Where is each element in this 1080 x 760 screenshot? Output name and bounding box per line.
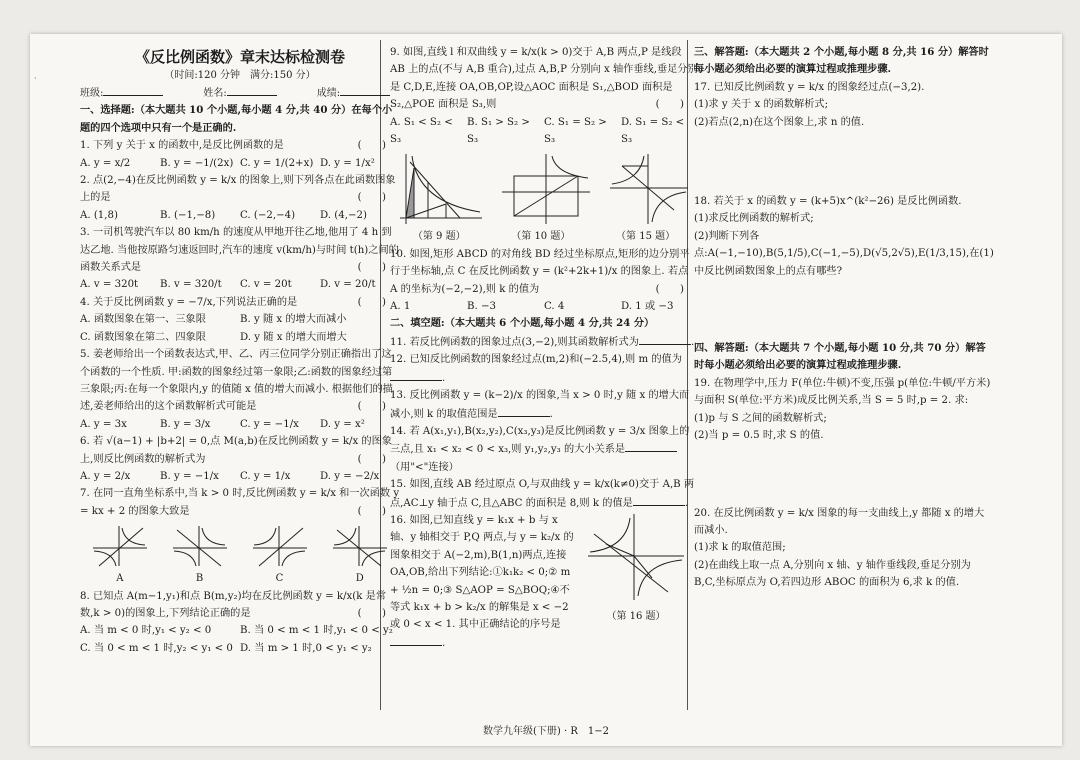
answer-blank[interactable] <box>390 369 442 381</box>
question-3: 3. 一司机驾驶汽车以 80 km/h 的速度从甲地开往乙地,他用了 4 h 到达乙地. 当他按原路匀速返回时,汽车的速度 v(km/h)与时间 t(h)之间的函数关系式是 ( ) <box>80 227 399 274</box>
graph-a <box>91 524 149 568</box>
question-17-part-2: (2)若点(2,n)在这个图象上,求 n 的值. <box>694 116 865 128</box>
question-17-part-1: (1)求 y 关于 x 的函数解析式; <box>694 99 829 111</box>
question-18-part-2: (2)判断下列各点:A(−1,−10),B(5,1/5),C(−1,−5),D(√5,2√5),E(1/3,15),在(1)中反比例函数图象上的点有哪些? <box>694 230 994 277</box>
question-10: 10. 如图,矩形 ABCD 的对角线 BD 经过坐标原点,矩形的边分别平行于坐标轴,点 C 在反比例函数 y = (k²+2k+1)/x 的图象上. 若点 A 的坐标为(−2,−2),则 k 的值为 ( ) <box>390 248 690 295</box>
question-7: 7. 在同一直角坐标系中,当 k > 0 时,反比例函数 y = k/x 和一次函数 y = kx + 2 的图象大致是 ( ) <box>80 488 400 517</box>
figures-9-10-15 <box>390 152 698 226</box>
question-20-part-2: (2)在曲线上取一点 A,分别向 x 轴、y 轴作垂线段,垂足分别为 B,C,坐标原点为 O,若四边形 ABOC 的面积为 6,求 k 的值. <box>694 559 971 589</box>
name-label: 姓名: <box>203 88 227 99</box>
figure-9 <box>398 152 484 226</box>
column-2 <box>390 44 698 652</box>
answer-blank[interactable] <box>633 494 685 506</box>
question-12: 12. 已知反比例函数的图象经过点(m,2)和(−2.5,4),则 m 的值为. <box>390 354 682 384</box>
question-13: 13. 反比例函数 y = (k−2)/x 的图象,当 x > 0 时,y 随 x 的增大而减小,则 k 的取值范围是 . <box>390 390 690 420</box>
question-2-options: A. (1,8) B. (−1,−8) C. (−2,−4) D. (4,−2) <box>80 209 367 221</box>
exam-title: 《反比例函数》章末达标检测卷 <box>134 48 345 66</box>
figure-15 <box>608 152 690 226</box>
page-footer: 数学九年级(下册) · R 1−2 <box>483 726 609 737</box>
question-18: 18. 若关于 x 的函数 y = (k+5)x^(k²−26) 是反比例函数. <box>694 196 962 208</box>
question-7-graphs <box>80 524 400 568</box>
question-14: 14. 若 A(x₁,y₁),B(x₂,y₂),C(x₃,y₃)是反比例函数 y = 3/x 图象上的三点,且 x₁ < x₂ < 0 < x₃,则 y₁,y₂,y₃ 的大小关系是（用"<"连接） <box>390 425 690 473</box>
question-6: 6. 若 √(a−1) + |b+2| = 0,点 M(a,b)在反比例函数 y = k/x 的图象上,则反比例函数的解析式为 ( ) <box>80 436 392 465</box>
margin-marks: · <box>34 74 37 83</box>
question-11: 11. 若反比例函数的图象过点(3,−2),则其函数解析式为 . <box>390 333 698 351</box>
question-8: 8. 已知点 A(m−1,y₁)和点 B(m,y₂)均在反比例函数 y = k/x(k 是常数,k > 0)的图象上,下列结论正确的是 ( ) <box>80 590 387 619</box>
score-label: 成绩: <box>316 88 341 99</box>
question-4-options: A. 函数图象在第一、三象限 B. y 随 x 的增大而减小 C. 函数图象在第二、四象限 D. y 随 x 的增大而增大 <box>80 314 347 343</box>
score-field[interactable] <box>340 84 390 96</box>
question-9-options: A. S₁ < S₂ < S₃ B. S₁ > S₂ > S₃ C. S₁ = S₂ > S₃ D. S₁ = S₂ < S₃ <box>390 116 685 146</box>
figure-10 <box>500 152 592 226</box>
question-3-options: A. v = 320t B. v = 320/t C. v = 20t D. v = 20/t <box>80 279 376 291</box>
question-1: 1. 下列 y 关于 x 的函数中,是反比例函数的是 ( ) <box>80 140 386 152</box>
student-info <box>80 84 400 102</box>
section-4-heading: 四、解答题:（本大题共 7 个小题,每小题 10 分,共 70 分）解答时每小题必须给出必要的演算过程或推理步骤. <box>694 342 986 372</box>
answer-blank[interactable] <box>625 440 677 452</box>
name-field[interactable] <box>227 84 277 96</box>
question-18-part-1: (1)求反比例函数的解析式; <box>694 213 814 225</box>
figure-labels: （第 9 题） （第 10 题） （第 15 题） <box>412 231 676 243</box>
section-2-heading: 二、填空题:（本大题共 6 个小题,每小题 4 分,共 24 分） <box>390 317 655 330</box>
question-8-options: A. 当 m < 0 时,y₁ < y₂ < 0 B. 当 0 < m < 1 时,y₁ < 0 < y₂ C. 当 0 < m < 1 时,y₂ < y₁ < 0 D. 当 m > 1 时,0 < y₁ < y₂ <box>80 625 393 654</box>
question-4: 4. 关于反比例函数 y = −7/x,下列说法正确的是 ( ) <box>80 296 386 308</box>
question-16-block <box>390 512 698 652</box>
graph-b <box>171 524 229 568</box>
question-20-part-1: (1)求 k 的取值范围; <box>694 542 786 554</box>
question-20: 20. 在反比例函数 y = k/x 图象的每一支曲线上,y 都随 x 的增大而减小. <box>694 507 985 536</box>
section-3-heading: 三、解答题:（本大题共 2 个小题,每小题 8 分,共 16 分）解答时每小题必须给出必要的演算过程或推理步骤. <box>694 46 989 76</box>
question-6-options: A. y = 2/x B. y = −1/x C. y = 1/x D. y = −2/x <box>80 470 380 482</box>
question-5: 5. 姜老师给出一个函数表达式,甲、乙、丙三位同学分别正确指出了这个函数的一个性质. 甲:函数的图象经过第一象限;乙:函数的图象经过第三象限;丙:在每一个象限内,y 的值随 x 值的增大而减小. 根据他们的描述,姜老师给出的这个函数解析式可能是 ( ) <box>80 349 393 413</box>
question-1-options: A. y = x/2 B. y = −1/(2x) C. y = 1/(2+x) D. y = 1/x² <box>80 157 375 169</box>
answer-blank[interactable] <box>390 634 442 646</box>
figure-16-label: （第 16 题） <box>606 611 666 623</box>
exam-subtitle: （时间:120 分钟 满分:150 分） <box>164 70 316 81</box>
figure-16-wrap <box>586 512 686 652</box>
question-17: 17. 已知反比例函数 y = k/x 的图象经过点(−3,2). <box>694 81 925 93</box>
column-3 <box>694 44 994 592</box>
question-9: 9. 如图,直线 l 和双曲线 y = k/x(k > 0)交于 A,B 两点,P 是线段 AB 上的点(不与 A,B 重合),过点 A,B,P 分别向 x 轴作垂线,垂足分别是 C,D,E,连接 OA,OB,OP,设△AOC 面积是 S₁,△BOD 面积是 S₂,△POE 面积是 S₃,则 ( ) <box>390 47 698 111</box>
question-19-part-2: (2)当 p = 0.5 时,求 S 的值. <box>694 430 824 442</box>
class-field[interactable] <box>103 84 163 96</box>
exam-page <box>30 34 1062 746</box>
graph-d <box>331 524 389 568</box>
question-16: 16. 如图,已知直线 y = k₁x + b 与 x 轴、y 轴相交于 P,Q 两点,与 y = k₂/x 的图象相交于 A(−2,m),B(1,n)两点,连接 OA,OB,给出下列结论:①k₁k₂ < 0;② m + ½n = 0;③ S△AOP = S△BOQ;④不等式 k₁x + b > k₂/x 的解集是 x < −2 或 0 < x < 1. 其中正确结论的序号是. <box>390 514 574 649</box>
question-19: 19. 在物理学中,压力 F(单位:牛顿)不变,压强 p(单位:牛顿/平方米)与面积 S(单位:平方米)成反比例关系,当 S = 5 时,p = 2. 求: <box>694 377 991 407</box>
answer-blank[interactable] <box>639 333 691 345</box>
question-7-labels: A B C D <box>116 573 364 585</box>
figure-16 <box>586 512 686 602</box>
answer-blank[interactable] <box>498 405 550 417</box>
question-10-options: A. 1 B. −3 C. 4 D. 1 或 −3 <box>390 301 674 313</box>
question-15: 15. 如图,直线 AB 经过原点 O,与双曲线 y = k/x(k≠0)交于 A,B 两点,AC⊥y 轴于点 C,且△ABC 的面积是 8,则 k 的值是 . <box>390 479 695 509</box>
class-label: 班级: <box>80 88 104 99</box>
question-2: 2. 点(2,−4)在反比例函数 y = k/x 的图象上,则下列各点在此函数图象上的是 ( ) <box>80 175 396 204</box>
graph-c <box>251 524 309 568</box>
column-1 <box>80 44 400 657</box>
section-1-heading: 一、选择题:（本大题共 10 个小题,每小题 4 分,共 40 分）在每个小题的四个选项中只有一个是正确的. <box>80 104 393 134</box>
question-5-options: A. y = 3x B. y = 3/x C. y = −1/x D. y = x² <box>80 418 365 430</box>
question-19-part-1: (1)p 与 S 之间的函数解析式; <box>694 412 827 424</box>
